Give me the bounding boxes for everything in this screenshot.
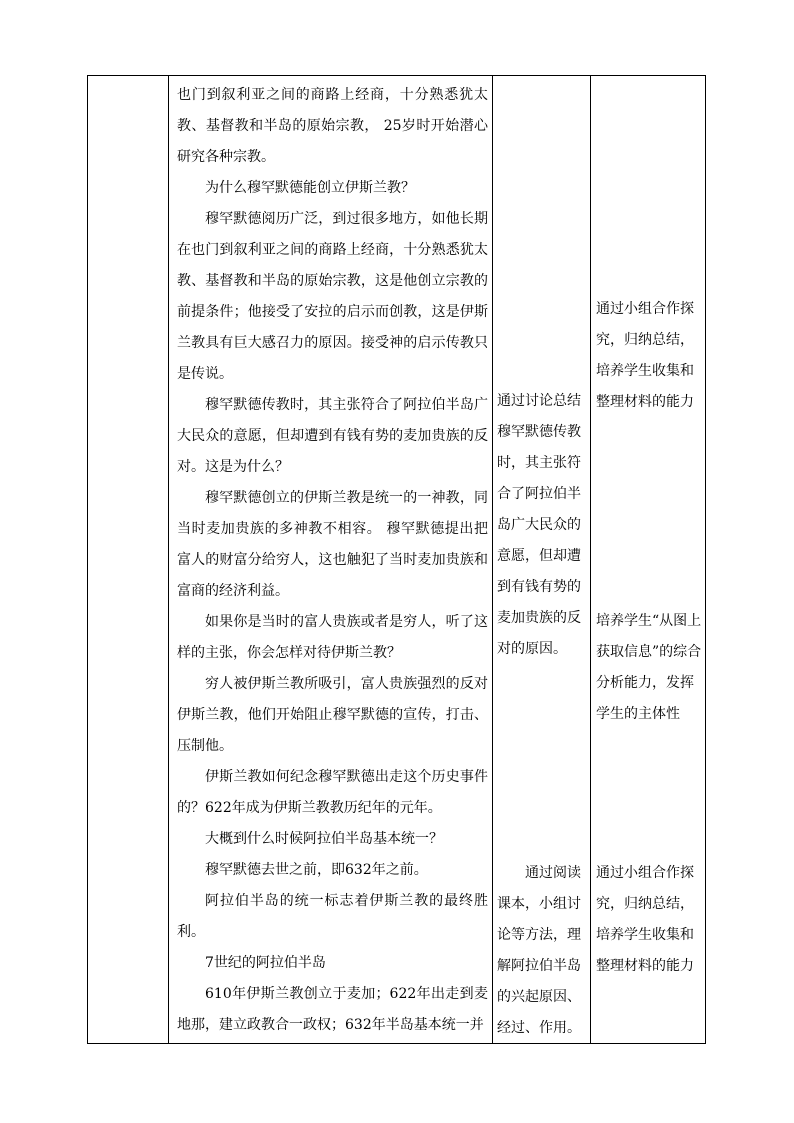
content-paragraph: 穆罕默德传教时，其主张符合了阿拉伯半岛广大民众的意愿，但却遭到有钱有势的麦加贵族的反对。这是为什么？	[177, 397, 488, 475]
content-paragraph: 穆罕默德去世之前，即632年之前。	[205, 862, 428, 878]
lesson-plan-table	[87, 75, 706, 1044]
activity-text: 通过阅读课本，小组讨论等方法，理解阿拉伯半岛的兴起原因、经过、作用。	[497, 865, 581, 1036]
content-paragraph: 穆罕默德阅历广泛，到过很多地方，如他长期在也门到叙利亚之间的商路上经商，十分熟悉犹太教、基督教和半岛的原始宗教，这是他创立宗教的前提条件；他接受了安拉的启示而创教，这是伊斯兰教具有巨大感召力的原因。接受神的启示传教只是传说。	[177, 211, 488, 382]
first-column-empty	[88, 76, 168, 1043]
student-activity-column	[492, 76, 590, 1043]
content-paragraph: 为什么穆罕默德能创立伊斯兰教？	[205, 180, 415, 196]
content-paragraph: 伊斯兰教如何纪念穆罕默德出走这个历史事件的？622年成为伊斯兰教教历纪年的元年。	[177, 769, 488, 816]
content-paragraph: 阿拉伯半岛的统一标志着伊斯兰教的最终胜利。	[177, 893, 488, 940]
content-paragraph: 穷人被伊斯兰教所吸引，富人贵族强烈的反对伊斯兰教，他们开始阻止穆罕默德的宣传，打击、压制他。	[177, 676, 488, 754]
activity-text: 通过讨论总结穆罕默德传教时，其主张符合了阿拉伯半岛广大民众的意愿，但却遭到有钱有势的麦加贵族的反对的原因。	[497, 393, 581, 657]
intent-text: 培养学生“从图上获取信息”的综合分析能力，发挥学生的主体性	[596, 613, 702, 722]
design-intent-column	[590, 76, 707, 1043]
content-paragraph: 穆罕默德创立的伊斯兰教是统一的一神教，同当时麦加贵族的多神教不相容。 穆罕默德提出把富人的财富分给穷人，这也触犯了当时麦加贵族和富商的经济利益。	[177, 490, 488, 599]
content-paragraph: 610年伊斯兰教创立于麦加；622年出走到麦地那，建立政教合一政权；632年半岛基本统一并	[177, 986, 488, 1033]
intent-text: 通过小组合作探究，归纳总结，培养学生收集和整理材料的能力	[596, 301, 694, 410]
teaching-content-column	[168, 76, 492, 1043]
intent-text: 通过小组合作探究，归纳总结，培养学生收集和整理材料的能力	[596, 865, 694, 974]
content-paragraph: 如果你是当时的富人贵族或者是穷人，听了这样的主张，你会怎样对待伊斯兰教？	[177, 614, 488, 661]
content-paragraph: 也门到叙利亚之间的商路上经商，十分熟悉犹太教、基督教和半岛的原始宗教， 25岁时开始潜心研究各种宗教。	[177, 87, 488, 165]
content-paragraph: 7世纪的阿拉伯半岛	[205, 955, 326, 971]
content-paragraph: 大概到什么时候阿拉伯半岛基本统一？	[205, 831, 443, 847]
